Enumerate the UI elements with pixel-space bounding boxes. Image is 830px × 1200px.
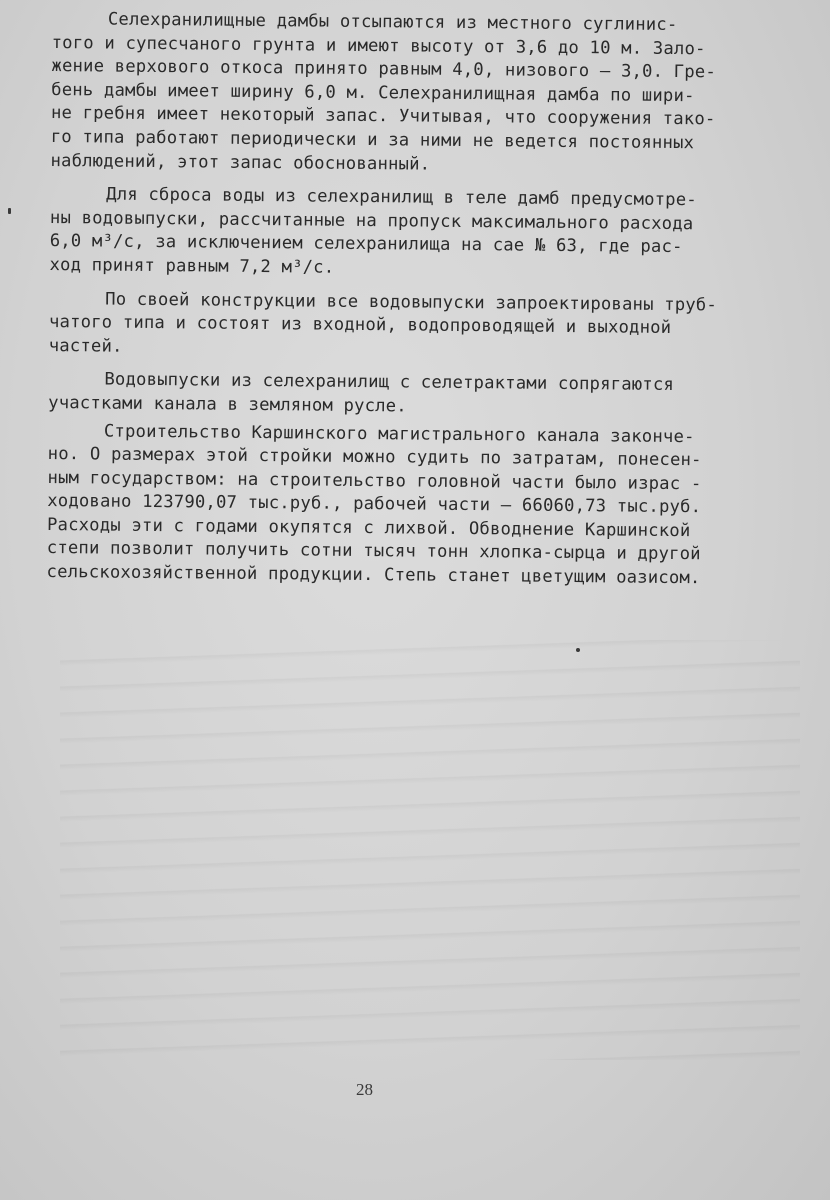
text-line: степи позволит получить сотни тысяч тонн хлопка-сырца и другой	[46, 538, 701, 565]
text-line: участками канала в земляном русле.	[48, 392, 407, 417]
text-line: того и супесчаного грунта и имеют высоту от 3,6 до 10 м. Зало-	[51, 32, 706, 59]
text-line: жение верхового откоса принято равным 4,0, низового – 3,0. Гре-	[51, 56, 717, 83]
text-line: Расходы эти с годами окупятся с лихвой. Обводнение Каршинской	[46, 514, 691, 542]
text-line: ным государством: на строительство головной части было израс -	[47, 467, 702, 494]
text-line: ход принят равным 7,2 м³/с.	[49, 254, 335, 278]
text-line: не гребня имеет некоторый запас. Учитывая, что сооружения тако-	[50, 103, 716, 130]
text-line: наблюдений, этот запас обоснованный.	[50, 150, 431, 175]
ink-speck	[8, 208, 11, 214]
text-line: сельскохозяйственной продукции. Степь станет цветущим оазисом.	[46, 562, 701, 589]
text-line: частей.	[48, 335, 123, 357]
text-line: Селехранилищные дамбы отсыпаются из местного суглинис-	[107, 9, 678, 36]
text-line: По своей конструкции все водовыпуски запроектированы труб-	[105, 289, 718, 315]
text-line: ходовано 123790,07 тыс.руб., рабочей части – 66060,73 тыс.руб.	[47, 491, 702, 518]
text-line: Водовыпуски из селехранилищ с селетрактами сопрягаются	[104, 369, 675, 396]
paragraph-connection	[48, 368, 788, 422]
paragraph-construction	[49, 288, 790, 366]
paragraph-karshi-canal	[46, 419, 788, 591]
text-line: бень дамбы имеет ширину 6,0 м. Селехранилищная дамба по шири-	[51, 79, 695, 106]
page-number: 28	[356, 1080, 373, 1099]
text-line: но. О размерах этой стройки можно судить по затратам, понесен-	[47, 444, 702, 471]
text-line: чатого типа и состоят из входной, водопроводящей и выходной	[48, 312, 672, 339]
text-line: ны водовыпуски, рассчитанные на пропуск максимального расхода	[49, 207, 694, 234]
text-line: Для сброса воды из селехранилищ в теле дамб предусмотре-	[106, 184, 697, 211]
bleed-through-text	[60, 640, 800, 1060]
paragraph-water-outlets	[49, 183, 790, 284]
text-line: го типа работают периодически и за ними не ведется постоянных	[50, 126, 695, 154]
paragraph-dam-description	[50, 8, 792, 180]
text-line: 6,0 м³/с, за исключением селехранилища на сае № 63, где рас-	[49, 231, 683, 258]
ink-speck	[576, 648, 580, 652]
text-line: Строительство Каршинского магистрального канала законче-	[103, 421, 695, 447]
document-body	[46, 8, 792, 592]
